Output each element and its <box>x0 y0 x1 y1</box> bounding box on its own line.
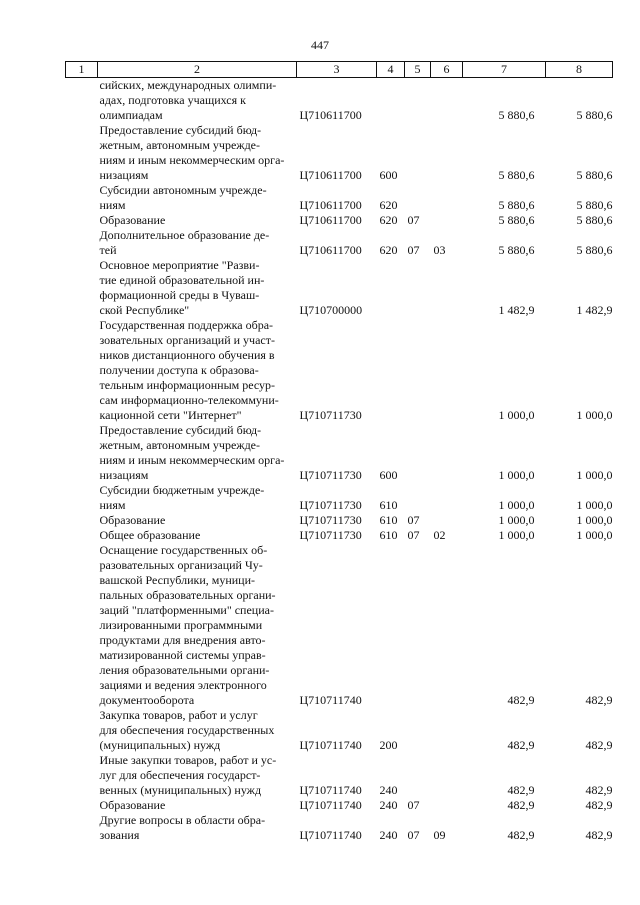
cell-vr <box>377 258 405 318</box>
header-col-8: 8 <box>546 62 613 78</box>
cell-name: Субсидии бюджетным учрежде- ниям <box>99 483 265 512</box>
cell-code: Ц710711730 <box>299 468 362 482</box>
table-row <box>66 708 613 753</box>
cell-rz <box>405 423 431 483</box>
cell-col1 <box>66 228 98 258</box>
cell-pr <box>431 423 463 483</box>
cell-amount-7: 482,9 <box>507 828 535 842</box>
cell-amount-8: 1 000,0 <box>576 528 613 542</box>
cell-vr <box>377 318 405 423</box>
cell-pr <box>431 123 463 183</box>
cell-amount-7: 1 000,0 <box>498 498 535 512</box>
table-row <box>66 123 613 183</box>
cell-col1 <box>66 798 98 813</box>
cell-amount-8: 5 880,6 <box>576 108 613 122</box>
page-number: 447 <box>311 38 329 52</box>
cell-col1 <box>66 543 98 708</box>
cell-col1 <box>66 183 98 213</box>
cell-rz: 07 <box>407 243 420 257</box>
cell-vr: 610 <box>379 528 398 542</box>
table-body <box>66 78 613 844</box>
cell-code: Ц710611700 <box>299 198 362 212</box>
cell-code: Ц710711740 <box>299 783 362 797</box>
cell-amount-7: 5 880,6 <box>498 108 535 122</box>
cell-rz <box>405 78 431 124</box>
table-row <box>66 258 613 318</box>
cell-code: Ц710711740 <box>299 693 362 707</box>
cell-name: Закупка товаров, работ и услуг для обеспечения государственных (муниципальных) нужд <box>99 708 275 752</box>
table-row <box>66 78 613 124</box>
budget-table <box>65 61 613 843</box>
cell-vr: 240 <box>379 798 398 812</box>
cell-name: Дополнительное образование де- тей <box>99 228 270 257</box>
cell-amount-7: 1 000,0 <box>498 513 535 527</box>
cell-amount-8: 482,9 <box>585 738 613 752</box>
cell-vr: 240 <box>379 828 398 842</box>
cell-code: Ц710611700 <box>299 108 362 122</box>
cell-code: Ц710711730 <box>299 513 362 527</box>
cell-pr <box>431 708 463 753</box>
cell-code: Ц710711730 <box>299 528 362 542</box>
cell-amount-8: 5 880,6 <box>576 243 613 257</box>
header-col-1: 1 <box>66 62 98 78</box>
cell-rz: 07 <box>407 513 420 527</box>
cell-amount-8: 5 880,6 <box>576 168 613 182</box>
cell-code: Ц710711730 <box>299 408 362 422</box>
table-row <box>66 543 613 708</box>
cell-amount-8: 5 880,6 <box>576 213 613 227</box>
header-col-6: 6 <box>431 62 463 78</box>
cell-name: Образование <box>99 213 166 227</box>
cell-rz: 07 <box>407 828 420 842</box>
cell-name: Основное мероприятие "Разви- тие единой образовательной ин- формационной среды в Чуваш- ской Республике" <box>99 258 265 317</box>
cell-amount-7: 1 000,0 <box>498 408 535 422</box>
cell-pr <box>431 753 463 798</box>
cell-vr <box>377 78 405 124</box>
cell-name: Образование <box>99 513 166 527</box>
cell-col1 <box>66 213 98 228</box>
cell-amount-8: 1 000,0 <box>576 408 613 422</box>
cell-vr: 620 <box>379 198 398 212</box>
cell-vr: 200 <box>379 738 398 752</box>
cell-pr <box>431 513 463 528</box>
cell-rz <box>405 123 431 183</box>
cell-pr <box>431 78 463 124</box>
cell-pr <box>431 318 463 423</box>
header-col-2: 2 <box>98 62 297 78</box>
cell-amount-7: 482,9 <box>507 798 535 812</box>
cell-rz <box>405 183 431 213</box>
cell-amount-8: 1 000,0 <box>576 468 613 482</box>
cell-rz: 07 <box>407 528 420 542</box>
header-row <box>66 62 613 78</box>
cell-name: Предоставление субсидий бюд- жетным, автономным учрежде- ниям и иным некоммерческим орга- низациям <box>99 423 285 482</box>
table-row <box>66 513 613 528</box>
cell-name: Оснащение государственных об- разовательных организаций Чу- вашской Республики, муници- пальных образовательных органи- заций "платформенными" специа- лизированными программными продуктами для внедрения авто- матизированной системы управ- ления образовательными органи- зациями и ведения электронного документооборота <box>99 543 276 707</box>
cell-name: Предоставление субсидий бюд- жетным, автономным учрежде- ниям и иным некоммерческим орга- низациям <box>99 123 285 182</box>
header-col-5: 5 <box>405 62 431 78</box>
cell-rz <box>405 543 431 708</box>
cell-amount-7: 1 000,0 <box>498 528 535 542</box>
cell-amount-8: 1 000,0 <box>576 498 613 512</box>
cell-vr: 620 <box>379 213 398 227</box>
cell-amount-7: 5 880,6 <box>498 168 535 182</box>
table-row <box>66 528 613 543</box>
cell-code: Ц710700000 <box>299 303 363 317</box>
header-col-7: 7 <box>463 62 546 78</box>
cell-amount-8: 1 000,0 <box>576 513 613 527</box>
header-col-4: 4 <box>377 62 405 78</box>
cell-amount-7: 1 482,9 <box>498 303 535 317</box>
cell-pr <box>431 213 463 228</box>
cell-name: Общее образование <box>99 528 201 542</box>
cell-code: Ц710611700 <box>299 213 362 227</box>
cell-vr: 600 <box>379 468 398 482</box>
table-row <box>66 213 613 228</box>
cell-vr: 610 <box>379 498 398 512</box>
table-row <box>66 483 613 513</box>
cell-amount-8: 482,9 <box>585 798 613 812</box>
cell-col1 <box>66 423 98 483</box>
cell-rz <box>405 483 431 513</box>
cell-vr <box>377 543 405 708</box>
table-row <box>66 318 613 423</box>
cell-pr <box>431 483 463 513</box>
cell-rz <box>405 708 431 753</box>
table-row <box>66 753 613 798</box>
cell-rz <box>405 318 431 423</box>
cell-col1 <box>66 528 98 543</box>
cell-code: Ц710611700 <box>299 168 362 182</box>
cell-code: Ц710711730 <box>299 498 362 512</box>
cell-amount-7: 5 880,6 <box>498 213 535 227</box>
table-row <box>66 228 613 258</box>
cell-pr: 09 <box>433 828 446 842</box>
cell-name: Субсидии автономным учрежде- ниям <box>99 183 267 212</box>
cell-pr: 02 <box>433 528 446 542</box>
cell-vr: 610 <box>379 513 398 527</box>
cell-pr: 03 <box>433 243 446 257</box>
table-row <box>66 813 613 843</box>
cell-amount-8: 1 482,9 <box>576 303 613 317</box>
table-row <box>66 423 613 483</box>
cell-rz: 07 <box>407 213 420 227</box>
cell-code: Ц710711740 <box>299 798 362 812</box>
cell-vr: 620 <box>379 243 398 257</box>
cell-pr <box>431 543 463 708</box>
cell-col1 <box>66 753 98 798</box>
cell-name: Государственная поддержка обра- зовательных организаций и участ- ников дистанционного обучения в получении доступа к образова- тельным информационным ресур- сам информационно-телекоммуни- кационной сети "Интернет" <box>99 318 279 422</box>
cell-amount-7: 5 880,6 <box>498 198 535 212</box>
cell-col1 <box>66 513 98 528</box>
cell-col1 <box>66 708 98 753</box>
table-header <box>66 62 613 78</box>
cell-pr <box>431 798 463 813</box>
cell-vr: 240 <box>379 783 398 797</box>
cell-amount-7: 5 880,6 <box>498 243 535 257</box>
cell-rz <box>405 753 431 798</box>
cell-name: сийских, международных олимпи- адах, подготовка учащихся к олимпиадам <box>99 78 277 122</box>
cell-pr <box>431 183 463 213</box>
cell-rz <box>405 258 431 318</box>
cell-amount-7: 482,9 <box>507 783 535 797</box>
cell-pr <box>431 258 463 318</box>
cell-col1 <box>66 123 98 183</box>
cell-amount-7: 482,9 <box>507 738 535 752</box>
cell-amount-8: 482,9 <box>585 783 613 797</box>
cell-name: Другие вопросы в области обра- зования <box>99 813 266 842</box>
cell-amount-7: 482,9 <box>507 693 535 707</box>
cell-col1 <box>66 258 98 318</box>
cell-amount-7: 1 000,0 <box>498 468 535 482</box>
cell-amount-8: 5 880,6 <box>576 198 613 212</box>
cell-code: Ц710611700 <box>299 243 362 257</box>
table-row <box>66 183 613 213</box>
cell-rz: 07 <box>407 798 420 812</box>
header-col-3: 3 <box>297 62 377 78</box>
cell-code: Ц710711740 <box>299 738 362 752</box>
cell-name: Иные закупки товаров, работ и ус- луг для обеспечения государст- венных (муниципальных) нужд <box>99 753 277 797</box>
cell-col1 <box>66 318 98 423</box>
cell-col1 <box>66 78 98 124</box>
cell-col1 <box>66 813 98 843</box>
cell-col1 <box>66 483 98 513</box>
cell-vr: 600 <box>379 168 398 182</box>
cell-amount-8: 482,9 <box>585 693 613 707</box>
cell-code: Ц710711740 <box>299 828 362 842</box>
cell-amount-8: 482,9 <box>585 828 613 842</box>
cell-name: Образование <box>99 798 166 812</box>
table-row <box>66 798 613 813</box>
